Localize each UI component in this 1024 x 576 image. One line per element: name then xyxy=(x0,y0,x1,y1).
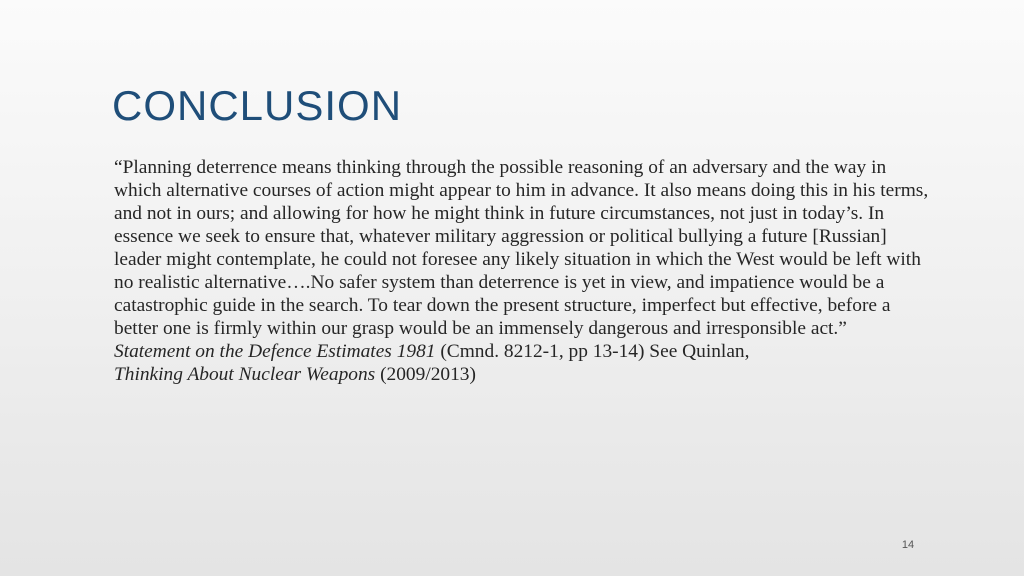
slide-title: CONCLUSION xyxy=(112,82,403,129)
quote-body xyxy=(114,156,929,386)
source-title-1: Statement on the Defence Estimates 1981 xyxy=(114,341,436,362)
source-detail-2: (2009/2013) xyxy=(375,364,476,385)
source-detail-1: (Cmnd. 8212-1, pp 13-14) See Quinlan, xyxy=(435,341,750,362)
source-title-2: Thinking About Nuclear Weapons xyxy=(114,364,376,385)
page-number: 14 xyxy=(901,539,915,551)
quote-text: “Planning deterrence means thinking through the possible reasoning of an adversary and the way in which alternative courses of action might appear to him in advance. It also means doing this in his terms, and not in ours; and allowing for how he might think in future circumstances, not just in today’s. In essence we seek to ensure that, whatever military aggression or political bullying a future [Russian] leader might contemplate, he could not foresee any likely situation in which the West would be left with no realistic alternative….No safer system than deterrence is yet in view, and impatience would be a catastrophic guide in the search. To tear down the present structure, imperfect but effective, before a better one is firmly within our grasp would be an immensely dangerous and irresponsible act.” xyxy=(114,157,929,339)
